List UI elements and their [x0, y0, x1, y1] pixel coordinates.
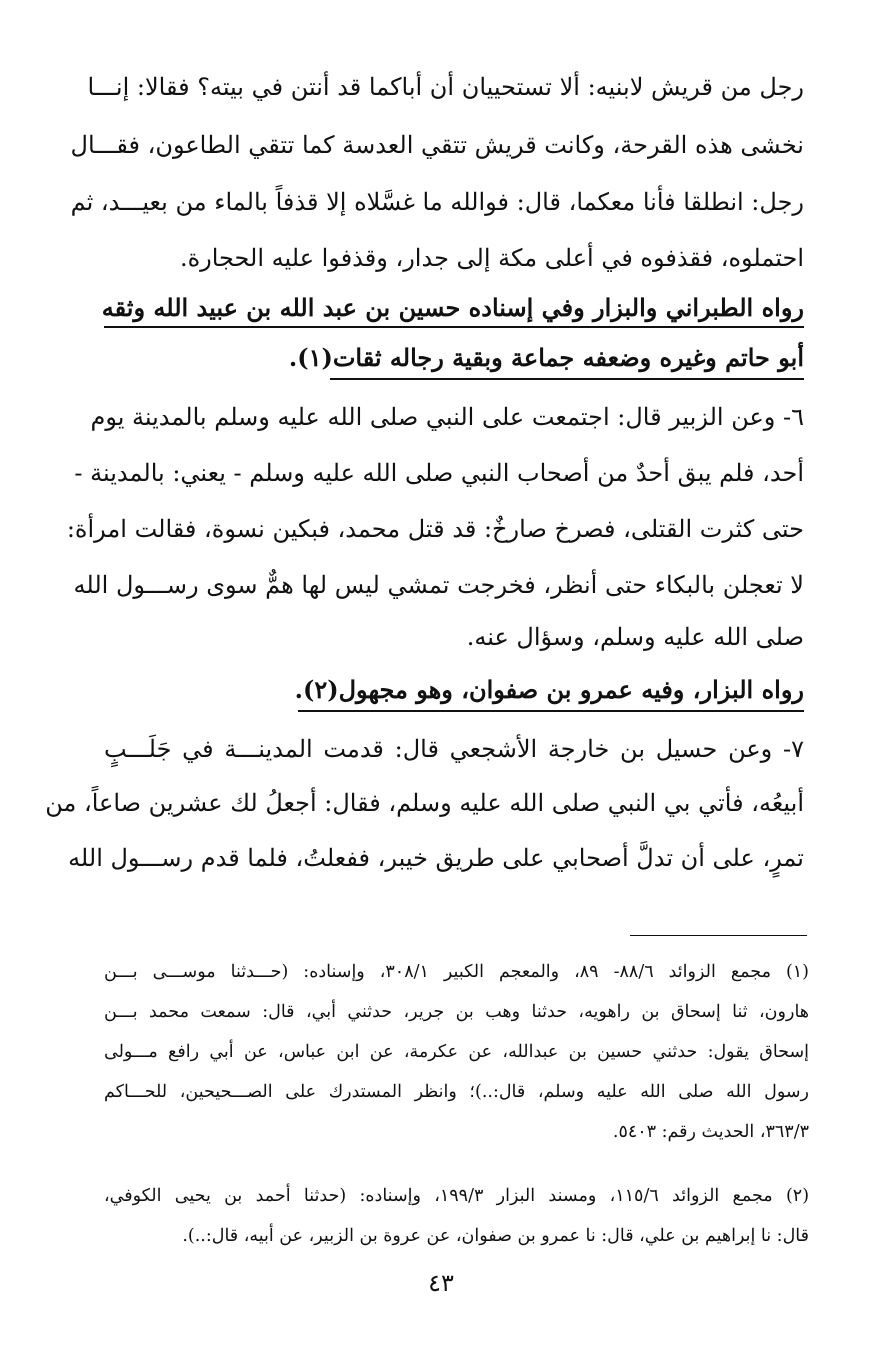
text-line: صلى الله عليه وسلم، وسؤال عنه. [466, 623, 804, 651]
underline [104, 326, 804, 328]
text-line: احتملوه، فقذفوه في أعلى مكة إلى جدار، وقذفوا عليه الحجارة. [179, 244, 804, 272]
underline [330, 378, 804, 380]
text-line: ٧- وعن حسيل بن خارجة الأشجعي قال: قدمت المدينـــة في جَلَـــبٍ [104, 735, 804, 763]
text-line: أبيعُه، فأتي بي النبي صلى الله عليه وسلم، فقال: أجعلُ لك عشرين صاعاً، من [45, 789, 804, 817]
narration-line: رواه الطبراني والبزار وفي إسناده حسين بن عبد الله بن عبيد الله وثقه [101, 293, 804, 322]
footnote-line: إسحاق يقول: حدثني حسين بن عبدالله، عن عكرمة، عن ابن عباس، عن أبي رافع مـــولى [104, 1042, 809, 1062]
narration-line: أبو حاتم وغيره وضعفه جماعة وبقية رجاله ثقات(١). [288, 343, 804, 372]
text-line: ٦- وعن الزبير قال: اجتمعت على النبي صلى الله عليه وسلم بالمدينة يوم [90, 403, 804, 431]
footnote-separator [630, 935, 807, 936]
text-line: حتى كثرت القتلى، فصرخ صارخٌ: قد قتل محمد، فبكين نسوة، فقالت امرأة: [66, 515, 804, 543]
footnote-line: (١) مجمع الزوائد ٨٨/٦- ٨٩، والمعجم الكبير ٣٠٨/١، وإسناده: (حـــدثنا موســـى بـــن [104, 962, 809, 982]
page-number: ٤٣ [428, 1269, 454, 1297]
text-line: رجل من قريش لابنيه: ألا تستحييان أن أباكما قد أنتن في بيته؟ فقالا: إنـــا [87, 73, 804, 101]
text-line: لا تعجلن بالبكاء حتى أنظر، فخرجت تمشي ليس لها همٌّ سوى رســـول الله [73, 571, 804, 599]
underline [298, 710, 804, 712]
footnote-line: (٢) مجمع الزوائد ١١٥/٦، ومسند البزار ١٩٩/٣، وإسناده: (حدثنا أحمد بن يحيى الكوفي، [104, 1186, 810, 1206]
footnote-line: قال: نا إبراهيم بن علي، قال: نا عمرو بن صفوان، عن عروة بن الزبير، عن أبيه، قال:..). [182, 1226, 809, 1246]
text-line: رجل: انطلقا فأنا معكما، قال: فوالله ما غسَّلاه إلا قذفاً بالماء من بعيـــد، ثم [70, 188, 804, 216]
text-line: تمرٍ، على أن تدلَّ أصحابي على طريق خيبر، ففعلتُ، فلما قدم رســـول الله [68, 844, 804, 872]
footnote-line: رسول الله صلى الله عليه وسلم، قال:..)؛ وانظر المستدرك على الصـــحيحين، للحـــاكم [104, 1082, 809, 1102]
narration-line: رواه البزار، وفيه عمرو بن صفوان، وهو مجهول(٢). [294, 675, 804, 704]
text-line: نخشى هذه القرحة، وكانت قريش تتقي العدسة كما تتقي الطاعون، فقـــال [70, 131, 804, 159]
footnote-line: هارون، ثنا إسحاق بن راهويه، حدثنا وهب بن جرير، حدثني أبي، قال: سمعت محمد بـــن [104, 1002, 809, 1022]
text-line: أحد، فلم يبق أحدٌ من أصحاب النبي صلى الله عليه وسلم - يعني: بالمدينة - [74, 459, 804, 487]
footnote-line: ٣٦٣/٣، الحديث رقم: ٥٤٠٣. [612, 1122, 809, 1142]
